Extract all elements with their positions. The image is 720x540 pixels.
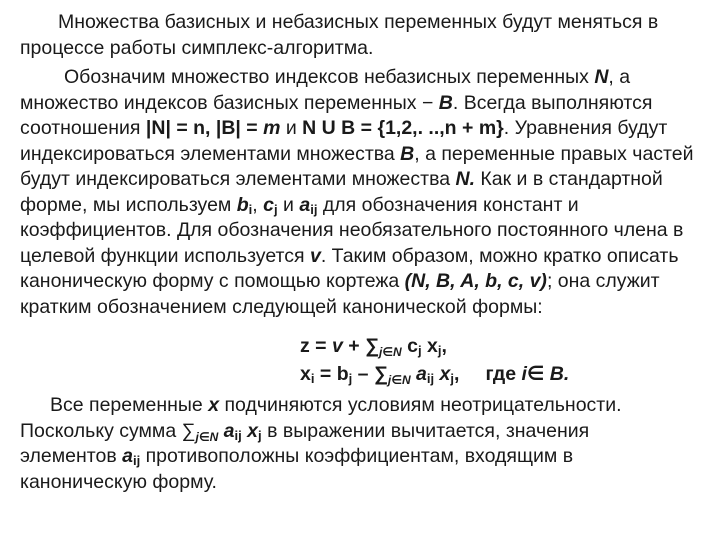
sum-symbol: + ∑ <box>342 335 379 357</box>
text-span: подчиняются условиям неотрицательности. <box>219 394 622 416</box>
text-line <box>20 91 710 117</box>
formula-part: = <box>314 363 337 385</box>
text-span: Как и в стандартной <box>474 168 663 190</box>
formula-objective <box>0 332 720 360</box>
set-symbol: B <box>400 142 415 165</box>
formula-part: ∈ <box>526 363 550 385</box>
subscript: j <box>418 343 422 358</box>
text-span: будут индексироваться элементами множества <box>20 168 456 190</box>
math-var: a <box>218 419 235 442</box>
text-span: . Уравнения будут <box>503 117 668 139</box>
text-line <box>20 167 710 193</box>
subscript: ij <box>310 201 318 217</box>
text-line <box>20 193 710 219</box>
math-var: x <box>300 363 311 385</box>
text-span: . Таким образом, можно кратко описать <box>320 244 679 267</box>
subscript: j <box>348 371 353 386</box>
math-var: x <box>434 363 451 385</box>
text-span: соотношения <box>20 117 146 139</box>
tuple: (N, B, A, b, c, v) <box>404 270 547 292</box>
math-var: c <box>263 193 274 216</box>
text-span: , а <box>608 66 631 88</box>
math-var: a <box>410 363 427 385</box>
formula-part: z = <box>300 335 332 357</box>
set-symbol: N. <box>455 168 475 190</box>
math-var: a <box>299 193 311 216</box>
math-var: v <box>331 335 343 357</box>
subscript: ij <box>234 427 242 443</box>
formula-constraints <box>0 360 720 388</box>
text-span: ; она служит <box>546 270 660 292</box>
subscript: j <box>450 371 455 386</box>
text-span: элементов <box>20 445 123 467</box>
math-var: v <box>309 244 321 267</box>
text-span: противоположны коэффициентам, входящим в <box>140 445 574 467</box>
math-var: x <box>208 394 220 416</box>
text-span: индексироваться элементами множества <box>20 142 401 165</box>
paragraph-3 <box>20 393 710 495</box>
math-var: b <box>336 363 349 385</box>
text-span: , <box>252 193 264 216</box>
set-symbol: N <box>594 66 609 88</box>
text-line: Множества базисных и небазисных переменных будут меняться в <box>58 11 659 33</box>
subscript: j∈N <box>378 345 402 359</box>
set-symbol: B. <box>549 363 570 385</box>
text-span: и <box>277 193 300 216</box>
subscript: i <box>310 371 315 386</box>
text-span: для обозначения констант и <box>317 193 579 216</box>
paragraph-1 <box>20 10 710 61</box>
math-var: b <box>236 193 249 216</box>
paragraph-2 <box>20 65 710 320</box>
set-symbol: B <box>438 91 453 114</box>
text-line <box>20 244 710 270</box>
subscript: i <box>248 201 253 217</box>
relation: |N| = n, |B| = <box>145 117 264 139</box>
text-line <box>20 269 710 295</box>
text-span: каноническую форму с помощью кортежа <box>20 270 405 292</box>
text-line <box>20 116 710 142</box>
text-line <box>20 419 710 445</box>
math-var: m <box>263 117 281 139</box>
formula-part: , <box>441 335 447 357</box>
subscript: ij <box>132 453 141 468</box>
formula-part: где <box>485 363 522 385</box>
subscript: j <box>437 343 442 358</box>
subscript: j <box>274 201 278 217</box>
text-line <box>20 65 710 91</box>
subscript: j <box>258 427 262 443</box>
text-line <box>20 444 710 470</box>
text-span: множество индексов базисных переменных − <box>20 91 439 114</box>
formula-part: , <box>454 363 460 385</box>
text-line: процессе работы симплекс-алгоритма. <box>20 36 374 59</box>
math-var: c <box>401 335 418 357</box>
text-span: Все переменные <box>50 394 209 416</box>
math-var: x <box>421 335 438 357</box>
text-span: . Всегда выполняются <box>452 91 653 114</box>
text-span: форме, мы используем <box>20 193 237 216</box>
math-var: i <box>521 363 527 385</box>
text-line: коэффициентов. Для обозначения необязательного постоянного члена в <box>20 219 684 241</box>
subscript: j∈N <box>195 429 219 444</box>
text-span: , а переменные правых частей <box>414 142 694 165</box>
text-span: и <box>280 117 303 139</box>
text-span: целевой функции используется <box>20 244 310 267</box>
subscript: j∈N <box>387 373 411 387</box>
text-span: в выражении вычитается, значения <box>261 419 590 442</box>
math-var: x <box>241 419 259 442</box>
relation: N U B = {1,2,. ..,n + m} <box>302 117 504 139</box>
text-line <box>20 393 710 419</box>
subscript: ij <box>426 371 435 386</box>
sum-symbol: – ∑ <box>352 363 388 385</box>
math-var: a <box>122 445 133 467</box>
text-line: кратким обозначением следующей канонической формы: <box>20 295 543 318</box>
text-line: каноническую форму. <box>20 470 217 493</box>
text-line <box>20 142 710 168</box>
text-span: Обозначим множество индексов небазисных переменных <box>64 66 595 88</box>
text-span: Поскольку сумма ∑ <box>20 419 196 442</box>
